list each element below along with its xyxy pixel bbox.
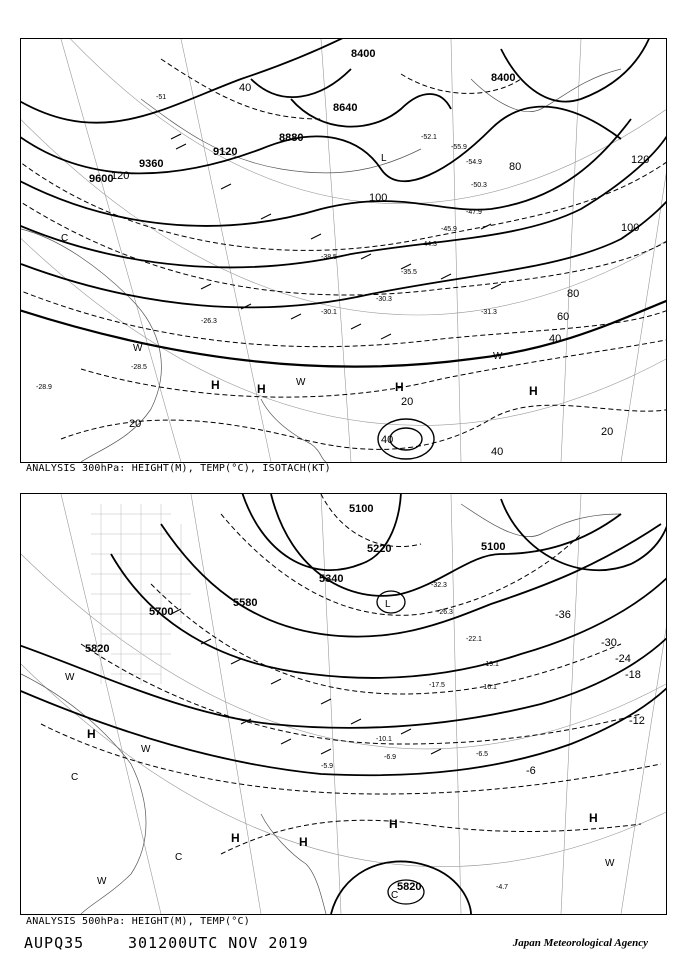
temperature-label: -16.1: [481, 684, 497, 691]
height-label: 9600: [89, 173, 114, 185]
high-pressure-symbol: H: [395, 380, 404, 394]
temperature-label: -47.9: [466, 209, 482, 216]
height-label: 5820: [397, 881, 422, 893]
height-label: 8880: [279, 132, 304, 144]
cold-symbol: C: [61, 233, 69, 244]
isotach-label: 40: [381, 434, 394, 446]
isotach-label: 100: [621, 222, 640, 234]
temperature-label: -6.5: [476, 751, 489, 758]
isotach-label: 20: [401, 396, 414, 408]
cold-symbol: C: [391, 890, 399, 901]
high-pressure-symbol: H: [299, 835, 308, 849]
temperature-label: -4.7: [496, 884, 509, 891]
graticule: [21, 494, 666, 914]
temperature-label: -32.3: [431, 582, 447, 589]
analysis-500hpa-panel: [20, 493, 667, 915]
height-label: 5100: [349, 503, 374, 515]
agency-credit: Japan Meteorological Agency: [512, 937, 648, 949]
temperature-label: -5.9: [321, 763, 334, 770]
warm-symbol: W: [141, 744, 151, 755]
analysis-300hpa-panel: [20, 38, 667, 463]
high-pressure-symbol: H: [87, 727, 96, 741]
closed-low-circle: [377, 591, 424, 904]
temperature-label: -51: [156, 94, 167, 101]
temperature-label: -22.1: [466, 636, 482, 643]
temperature-label: -10.1: [376, 736, 392, 743]
map-500hpa: [21, 494, 666, 914]
height-label: 9360: [139, 158, 164, 170]
warm-symbol: W: [605, 858, 615, 869]
high-pressure-symbol: H: [211, 378, 220, 392]
height-label: 8400: [351, 48, 376, 60]
isotherm-label: -36: [555, 609, 571, 621]
temperature-label: -54.9: [466, 159, 482, 166]
height-label: 8400: [491, 72, 516, 84]
isotherm-label: -24: [615, 653, 631, 665]
height-label: 5100: [481, 541, 506, 553]
temperature-label: -31.3: [481, 309, 497, 316]
temperature-label: -6.9: [384, 754, 397, 761]
isotach-label: 80: [567, 288, 580, 300]
isotach-label: 40: [491, 446, 504, 458]
temperature-label-group: [321, 582, 508, 891]
warm-symbol: W: [65, 672, 75, 683]
height-contours: [21, 494, 666, 914]
high-pressure-symbol: H: [529, 384, 538, 398]
lower-panel-caption: ANALYSIS 500hPa: HEIGHT(M), TEMP(°C): [26, 916, 250, 927]
high-pressure-symbol: H: [231, 831, 240, 845]
map-300hpa: [21, 39, 666, 462]
valid-time: 301200UTC NOV 2019: [128, 934, 309, 952]
temperature-label: -44.3: [421, 241, 437, 248]
temperature-label: -55.9: [451, 144, 467, 151]
height-label: 5820: [85, 643, 110, 655]
height-label: 5580: [233, 597, 258, 609]
isotach-label: 40: [549, 333, 562, 345]
chart-id: AUPQ35: [24, 934, 85, 952]
height-label: 9120: [213, 146, 238, 158]
isotach-label: 60: [557, 311, 570, 323]
temperature-label: -30.3: [376, 296, 392, 303]
temperature-label: -26.3: [201, 318, 217, 325]
isotach-label: 120: [111, 170, 130, 182]
coastlines: [21, 504, 621, 914]
warm-symbol: W: [493, 351, 503, 362]
cold-symbol: C: [175, 852, 183, 863]
temperature-label-group: [36, 94, 497, 391]
temperature-label: -45.9: [441, 226, 457, 233]
isotach-label-group: [111, 82, 649, 458]
isotherm-label-group: [526, 609, 645, 777]
temperature-label: -17.5: [429, 682, 445, 689]
high-pressure-symbol: H: [257, 382, 266, 396]
isotach-label: 20: [129, 418, 142, 430]
temperature-label: -26.3: [437, 609, 453, 616]
low-pressure-symbol: L: [381, 153, 387, 164]
high-pressure-symbol: H: [589, 811, 598, 825]
cold-symbol: C: [71, 772, 79, 783]
upper-panel-caption: ANALYSIS 300hPa: HEIGHT(M), TEMP(°C), ISOTACH(KT): [26, 463, 331, 474]
pressure-symbol-group: [61, 153, 538, 398]
height-label: 5220: [367, 543, 392, 555]
warm-symbol: W: [296, 377, 306, 388]
isotherm-label: -30: [601, 637, 617, 649]
temperature-label: -28.9: [36, 384, 52, 391]
isotach-label: 40: [239, 82, 252, 94]
isotherm-label: -12: [629, 715, 645, 727]
temperature-label: -50.3: [471, 182, 487, 189]
isotach-label: 100: [369, 192, 388, 204]
temperature-label: -28.5: [131, 364, 147, 371]
height-label: 5700: [149, 606, 174, 618]
temperature-label: -19.1: [483, 661, 499, 668]
isotach-label: 20: [601, 426, 614, 438]
isotach-label: 80: [509, 161, 522, 173]
temperature-label: -30.1: [321, 309, 337, 316]
high-pressure-symbol: H: [389, 817, 398, 831]
warm-symbol: W: [97, 876, 107, 887]
height-label: 8640: [333, 102, 358, 114]
temperature-label: -52.1: [421, 134, 437, 141]
pressure-symbol-group: [65, 599, 615, 901]
temperature-label: -35.5: [401, 269, 417, 276]
isotach-label: 120: [631, 154, 650, 166]
isotherm-label: -6: [526, 765, 536, 777]
low-pressure-symbol: L: [385, 599, 391, 610]
coastlines: [21, 69, 621, 462]
temperature-label: -38.5: [321, 254, 337, 261]
isotherm-label: -18: [625, 669, 641, 681]
warm-symbol: W: [133, 343, 143, 354]
height-label: 5340: [319, 573, 344, 585]
isotach-contours: [21, 59, 666, 449]
